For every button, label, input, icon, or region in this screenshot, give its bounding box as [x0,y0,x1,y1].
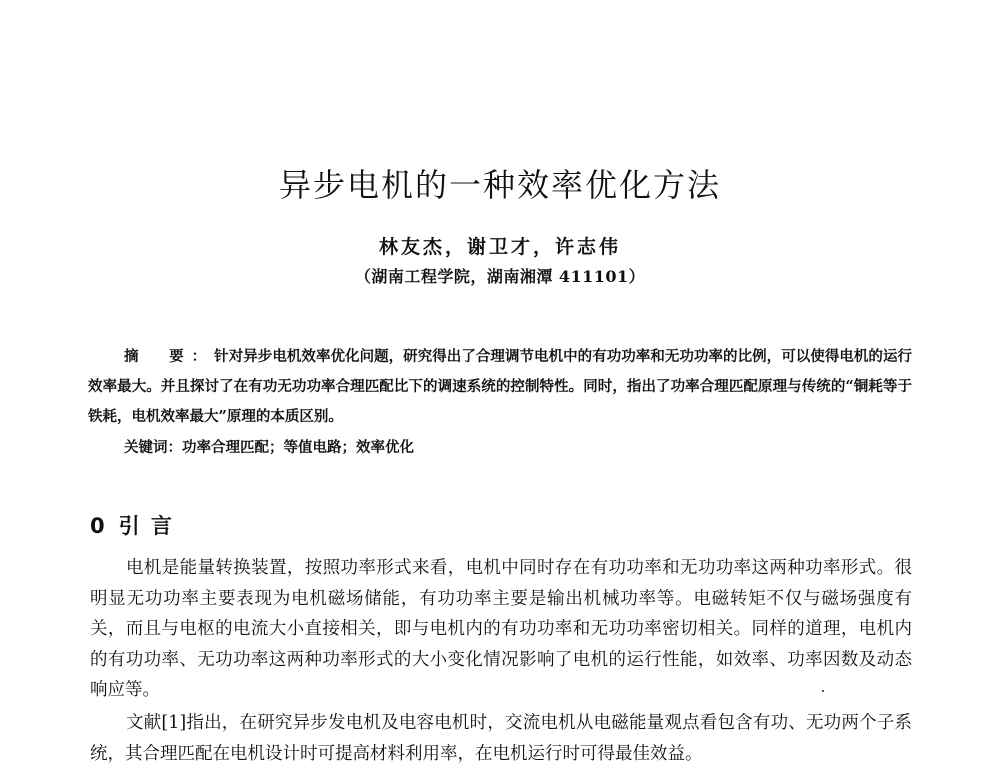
scan-speck [822,690,824,692]
author-affiliation: （湖南工程学院，湖南湘潭 411101） [354,267,646,286]
body-paragraph: 文献[1]指出，在研究异步发电机及电容电机时，交流电机从电磁能量观点看包含有功、无功两个子系统，其合理匹配在电机设计时可提高材料利用率，在电机运行时可得最佳效益。 [90,713,912,764]
abstract-label: 摘 要： [124,348,215,365]
abstract [88,342,912,432]
section-heading [90,510,174,540]
author-list: 林友杰，谢卫才，许志伟 [378,236,621,258]
body-paragraph: 电机是能量转换装置，按照功率形式来看，电机中同时存在有功功率和无功功率这两种功率形式。很明显无功功率主要表现为电机磁场储能，有功功率主要是输出机械功率等。电磁转矩不仅与磁场强度有关，而且与电枢的电流大小直接相关，即与电机内的有功功率和无功功率密切相关。同样的道理，电机内的有功功率、无功功率这两种功率形式的大小变化情况影响了电机的运行性能，如效率、功率因数及动态响应等。 [90,558,912,700]
keywords [124,436,414,460]
keywords-label: 关键词： [124,439,182,456]
section-number: 0 [90,514,107,538]
keywords-text: 功率合理匹配；等值电路；效率优化 [182,439,414,456]
paper-title: 异步电机的一种效率优化方法 [278,166,721,204]
abstract-text: 针对异步电机效率优化问题，研究得出了合理调节电机中的有功功率和无功功率的比例，可以使得电机的运行效率最大。并且探讨了在有功无功功率合理匹配比下的调速系统的控制特性。同时，指出了功率合理匹配原理与传统的“铜耗等于铁耗，电机效率最大”原理的本质区别。 [88,348,913,425]
section-title: 引 言 [118,514,174,538]
